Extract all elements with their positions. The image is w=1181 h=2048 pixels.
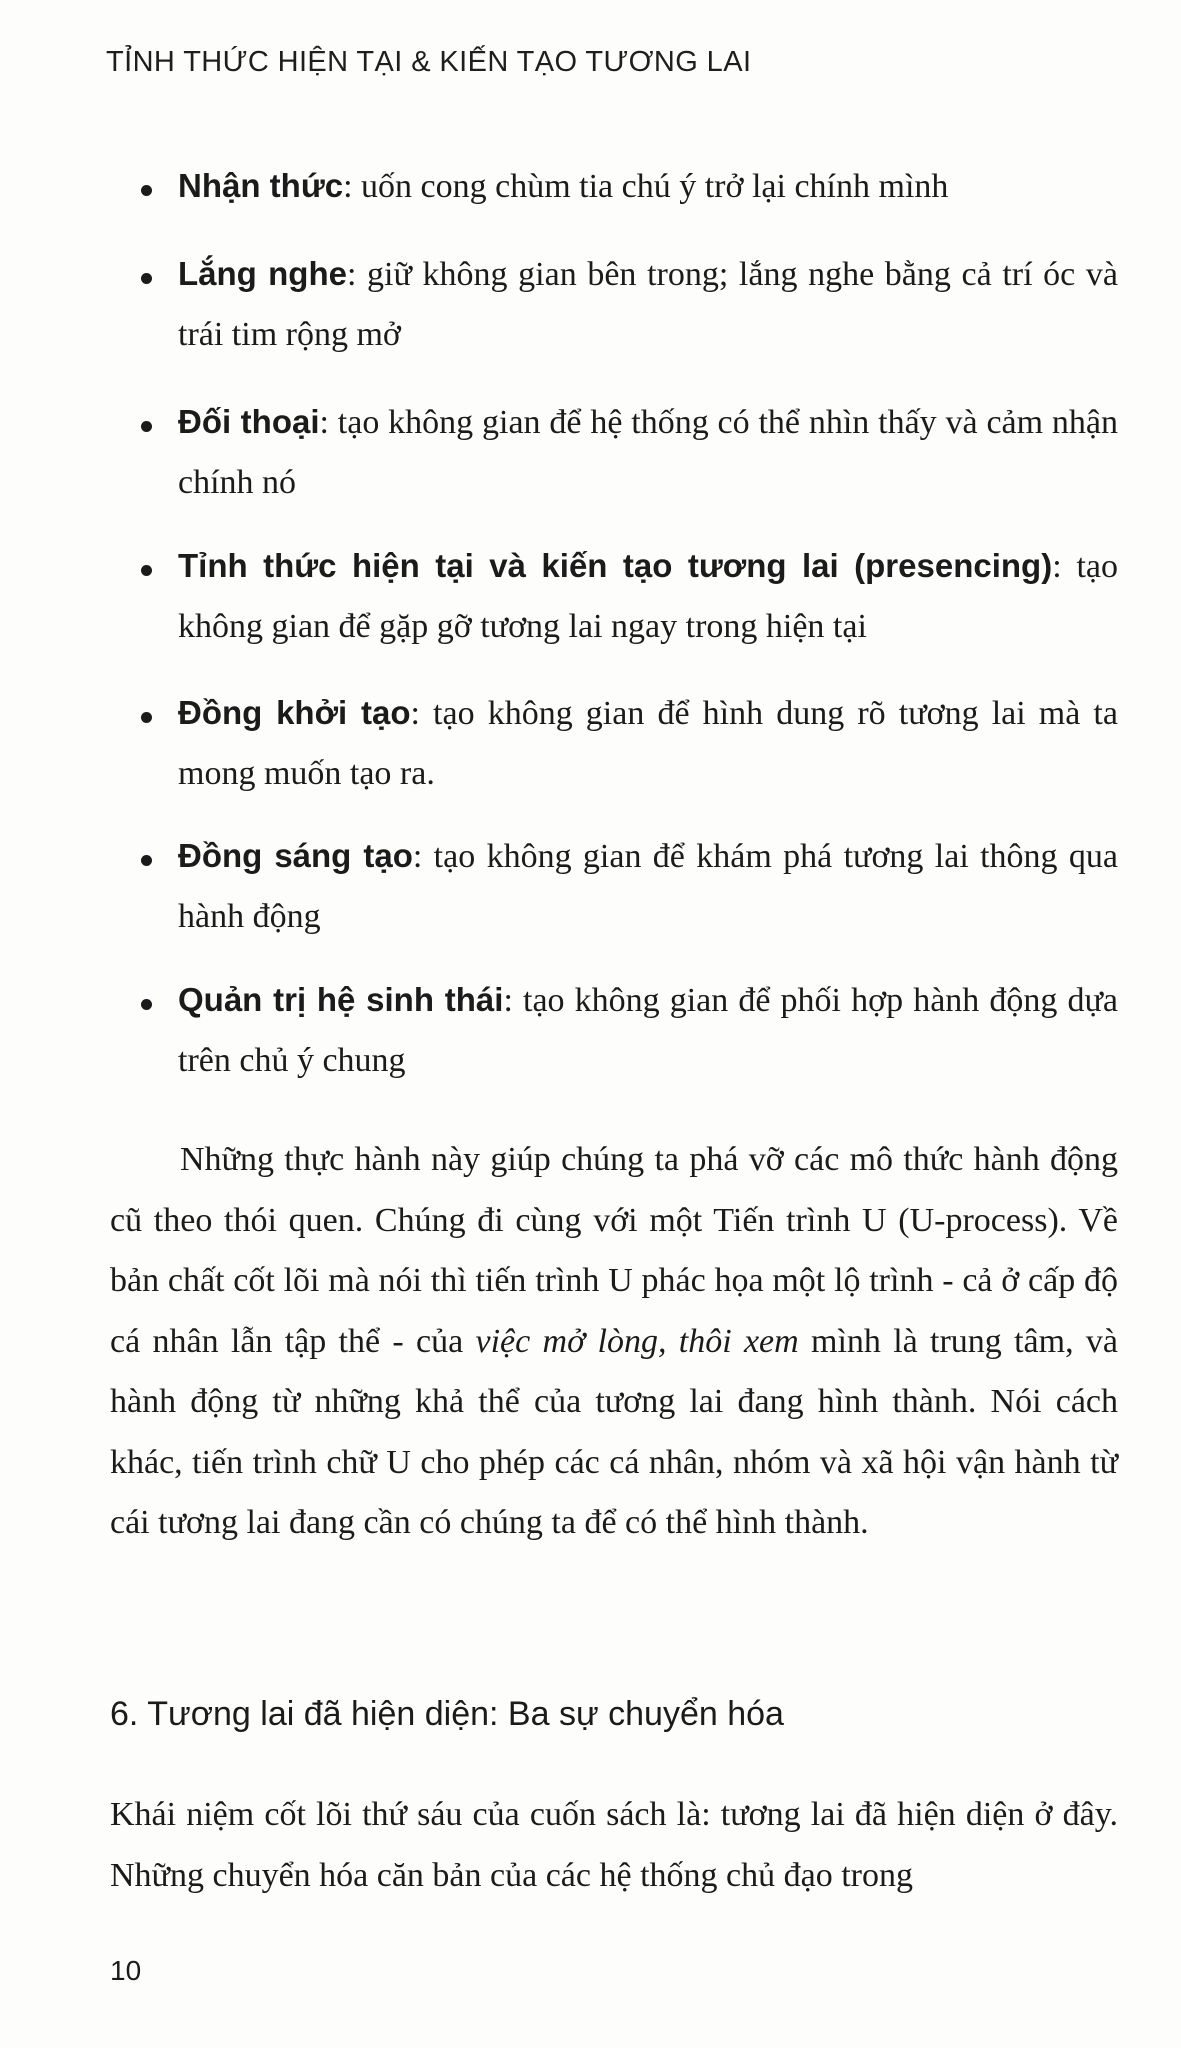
list-item-term: Đồng khởi tạo [178,694,411,731]
list-item-text [178,970,1118,1091]
list-item-separator: : [1052,548,1062,585]
list-item-term: Đối thoại [178,403,320,440]
bullet-icon [141,999,152,1010]
paragraph-text: Những thực hành này giúp chúng ta phá vỡ các mô thức hành động cũ theo thói quen. Chúng đi cùng với một Tiến trình U (U-process). Về bản chất cốt lõi mà nói thì tiến trình U phác họa một lộ trình - cả ở cấp độ cá nhân lẫn tập thể - của [110,1141,1118,1360]
list-item-separator: : [503,982,513,1019]
paragraph-emphasis: việc mở lòng, thôi xem [475,1322,799,1360]
list-item-description: giữ không gian bên trong; lắng nghe bằng cả trí óc và trái tim rộng mở [178,256,1118,353]
list-item-term: Tỉnh thức hiện tại và kiến tạo tương lai (presencing) [178,547,1053,584]
list-item-description: tạo không gian để khám phá tương lai thông qua hành động [178,838,1118,935]
list-item-term: Nhận thức [178,167,344,204]
list-item-text [178,392,1118,513]
list-item-term: Quản trị hệ sinh thái [178,981,504,1018]
body-paragraph [110,1785,1118,1906]
list-item-separator: : [343,168,353,205]
list-item-description: tạo không gian để hệ thống có thể nhìn thấy và cảm nhận chính nó [178,404,1119,501]
list-item-description: uốn cong chùm tia chú ý trở lại chính mình [352,168,949,205]
paragraph-text: Khái niệm cốt lõi thứ sáu của cuốn sách là: tương lai đã hiện diện ở đây. Những chuyển hóa căn bản của các hệ thống chủ đạo trong [110,1796,1118,1894]
list-item-separator: : [319,404,329,441]
list-item-description: tạo không gian để gặp gỡ tương lai ngay trong hiện tại [178,548,1118,645]
paragraph-text: mình là trung tâm, và hành động từ những khả thể của tương lai đang hình thành. Nói cách khác, tiến trình chữ U cho phép các cá nhân, nhóm và xã hội vận hành từ cái tương lai đang cần có chúng ta để có thể hình thành. [110,1322,1118,1541]
list-item-description: tạo không gian để hình dung rõ tương lai mà ta mong muốn tạo ra. [178,695,1118,792]
list-item-separator: : [346,256,357,293]
bullet-icon [141,855,152,866]
list-item-separator: : [412,838,423,875]
list-item-text [178,826,1118,947]
list-item-term: Lắng nghe [178,255,347,292]
list-item-term: Đồng sáng tạo [178,837,413,874]
bullet-icon [141,565,152,576]
list-item-text [178,536,1118,657]
list-item-text [178,156,1118,217]
list-item-text [178,683,1118,804]
list-item-description: tạo không gian để phối hợp hành động dựa trên chủ ý chung [178,982,1118,1079]
page-number: 10 [110,1955,142,1986]
body-paragraph [110,1130,1118,1554]
bullet-icon [141,421,152,432]
bullet-icon [141,273,152,284]
running-header: TỈNH THỨC HIỆN TẠI & KIẾN TẠO TƯƠNG LAI [106,46,752,78]
section-heading: 6. Tương lai đã hiện diện: Ba sự chuyển hóa [110,1695,784,1733]
list-item-text [178,244,1118,365]
bullet-icon [141,185,152,196]
bullet-icon [141,712,152,723]
list-item-separator: : [410,695,420,732]
